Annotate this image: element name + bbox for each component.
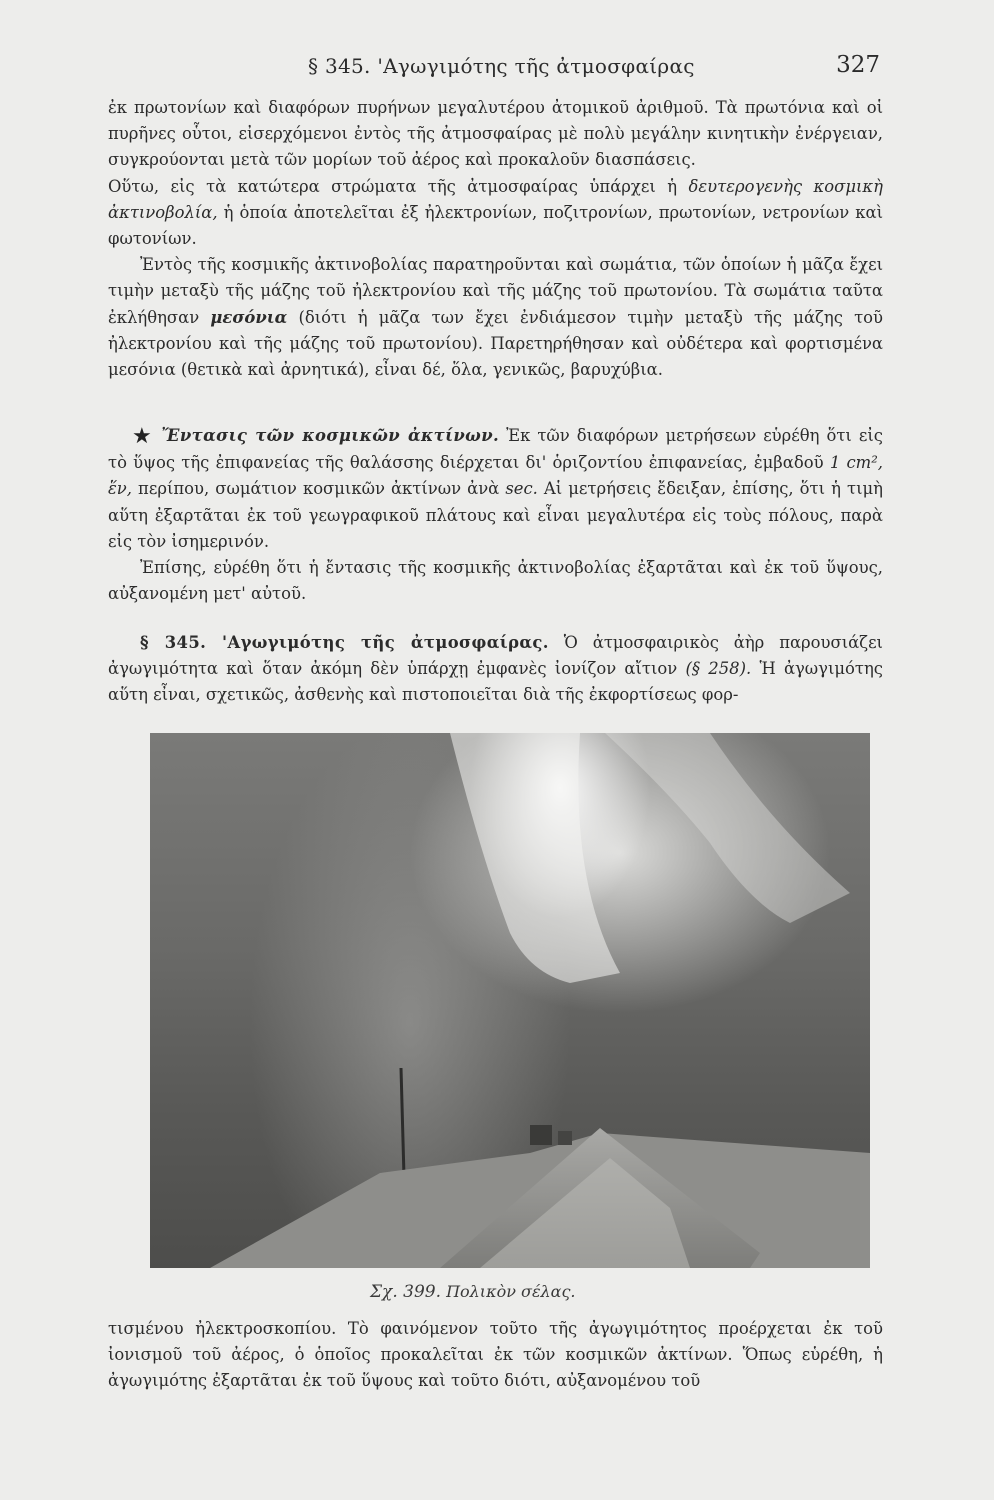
italic-term: δευτερογενὴς κοσμικὴ ἀκτινοβολία, — [108, 176, 883, 222]
aurora-scene — [150, 733, 870, 1268]
italic-term: μεσόνια — [210, 307, 288, 327]
star-icon: ★ — [132, 424, 154, 449]
paragraph: Ἐπίσης, εὑρέθη ὅτι ἡ ἔντασις τῆς κοσμικῆς ἀκτινοβολίας ἐξαρτᾶται καὶ ἐκ τοῦ ὕψους, αὐξανομένη μετ' αὐτοῦ. — [108, 558, 883, 604]
paragraph: ἐκ πρωτονίων καὶ διαφόρων πυρήνων μεγαλυτέρου ἀτομικοῦ ἀριθμοῦ. Τὰ πρωτόνια καὶ οἱ πυρῆνες οὗτοι, εἰσερχόμενοι ἐντὸς τῆς ἀτμοσφαίρας μὲ πολὺ μεγάλην κινητικὴν ἐνέργειαν, συγκρούονται μετὰ τῶν μορίων τοῦ ἀέρος καὶ προκαλοῦν διασπάσεις. — [108, 98, 883, 170]
section-heading: § 345. 'Αγωγιμότης τῆς ἀτμοσφαίρας. — [140, 633, 549, 652]
paragraph: Ἐντὸς τῆς κοσμικῆς ἀκτινοβολίας παρατηροῦνται καὶ σωμάτια, τῶν ὁποίων ἡ μᾶζα ἔχει τιμὴν μεταξὺ τῆς μάζης τοῦ ἠλεκτρονίου καὶ τῆς μάζης τοῦ πρωτονίου. Τὰ σωμάτια ταῦτα ἐκλήθησαν μεσόνια (διότι ἡ μᾶζα των ἔχει ἐνδιάμεσον τιμὴν μεταξὺ τῆς μάζης τοῦ ἠλεκτρονίου καὶ τῆς μάζης τοῦ πρωτονίου). Παρετηρήθησαν καὶ οὐδέτερα καὶ φορτισμένα μεσόνια (θετικὰ καὶ ἀρνητικά), εἶναι δέ, ὅλα, γενικῶς, βαρυχύβια. — [108, 255, 883, 380]
text-block-continuation — [108, 1316, 883, 1395]
aurora-band — [605, 733, 850, 923]
section-reference: (§ 258). — [685, 659, 752, 679]
paragraph: § 345. 'Αγωγιμότης τῆς ἀτμοσφαίρας. Ὁ ἀτμοσφαιρικὸς ἀὴρ παρουσιάζει ἀγωγιμότητα καὶ ὅταν ἀκόμη δὲν ὑπάρχῃ ἐμφανὲς ἰονίζον αἴτιον (§ 258). Ἡ ἀγωγιμότης αὕτη εἶναι, σχετικῶς, ἀσθενὴς καὶ πιστοποιεῖται διὰ τῆς ἐκφορτίσεως φορ- — [108, 633, 883, 705]
paragraph: τισμένου ἠλεκτροσκοπίου. Τὸ φαινόμενον τοῦτο τῆς ἀγωγιμότητος προέρχεται ἐκ τοῦ ἰονισμοῦ τοῦ ἀέρος, ὁ ὁποῖος προκαλεῖται ἐκ τῶν κοσμικῶν ἀκτίνων. Ὅπως εὑρέθη, ἡ ἀγωγιμότης ἐξαρτᾶται ἐκ τοῦ ὕψους καὶ τοῦτο διότι, αὐξανομένου τοῦ — [108, 1319, 883, 1391]
text-block-cosmic-rays — [108, 95, 883, 383]
text-block-intensity — [108, 423, 883, 607]
chimney — [530, 1125, 552, 1145]
chimney — [558, 1131, 572, 1145]
aurora-band — [450, 733, 620, 983]
aurora-photograph — [150, 733, 870, 1268]
subsection-heading: Ἔντασις τῶν κοσμικῶν ἀκτίνων. — [161, 426, 500, 445]
page-number: 327 — [836, 52, 880, 78]
header-section-title: § 345. 'Αγωγιμότης τῆς ἀτμοσφαίρας — [308, 54, 695, 78]
figure-label: Σχ. 399. — [370, 1282, 441, 1302]
paragraph: Οὕτω, εἰς τὰ κατώτερα στρώματα τῆς ἀτμοσφαίρας ὑπάρχει ἡ δευτερογενὴς κοσμικὴ ἀκτινοβολία, ἡ ὁποία ἀποτελεῖται ἐξ ἠλεκτρονίων, ποζιτρονίων, πρωτονίων, νετρονίων καὶ φωτονίων. — [108, 176, 883, 249]
figure-caption — [370, 1282, 576, 1302]
figure-title: Πολικὸν σέλας. — [446, 1282, 576, 1301]
running-header — [108, 50, 880, 84]
paragraph: ★ Ἔντασις τῶν κοσμικῶν ἀκτίνων. Ἐκ τῶν διαφόρων μετρήσεων εὑρέθη ὅτι εἰς τὸ ὕψος τῆς ἐπιφανείας τῆς θαλάσσης διέρχεται δι' ὁριζοντίου ἐπιφανείας, ἐμβαδοῦ 1 cm², ἕν, περίπου, σωμάτιον κοσμικῶν ἀκτίνων ἀνὰ sec. Αἱ μετρήσεις ἔδειξαν, ἐπίσης, ὅτι ἡ τιμὴ αὕτη ἐξαρτᾶται ἐκ τοῦ γεωγραφικοῦ πλάτους καὶ εἶναι μεγαλυτέρα εἰς τοὺς πόλους, παρὰ εἰς τὸν ἰσημερινόν. — [108, 424, 883, 551]
text-block-section-345 — [108, 630, 883, 709]
